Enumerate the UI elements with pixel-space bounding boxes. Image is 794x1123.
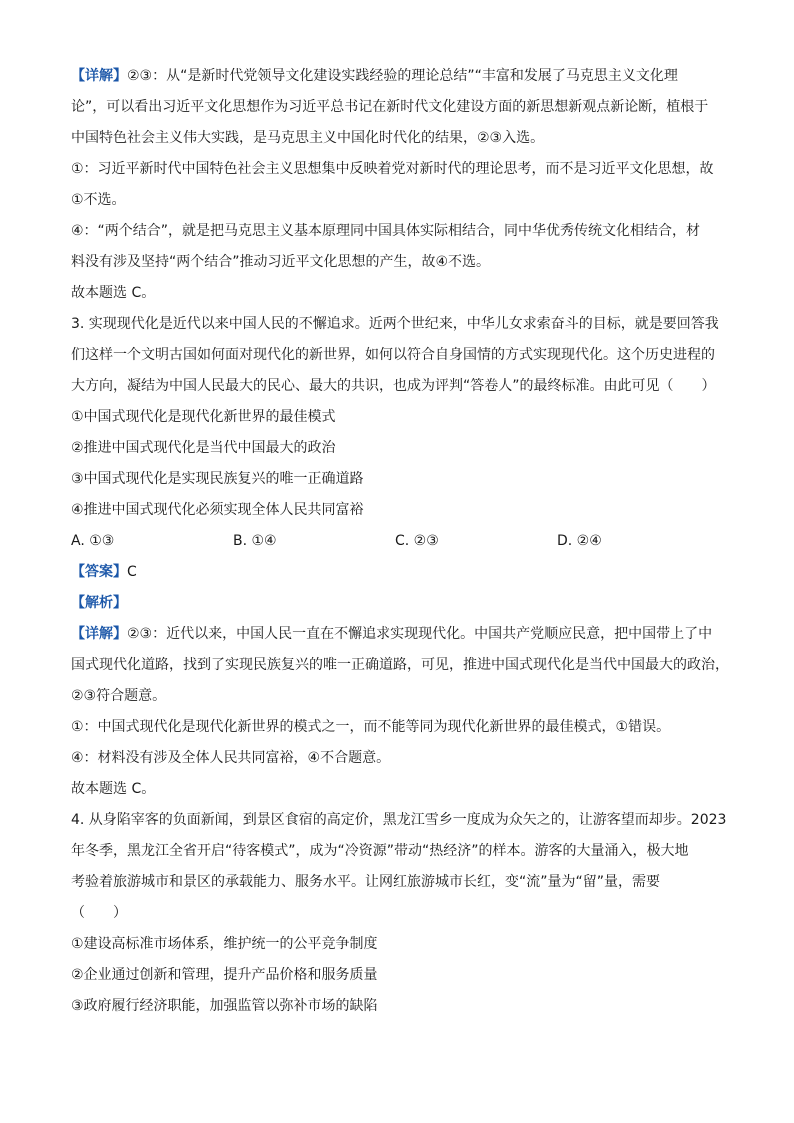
line-text: 国式现代化道路，找到了实现民族复兴的唯一正确道路，可见，推进中国式现代化是当代中国最大的政治，	[71, 657, 729, 673]
line-text: 故本题选 C。	[71, 781, 156, 797]
text-line	[71, 774, 731, 805]
text-line	[71, 464, 731, 495]
text-line	[71, 743, 731, 774]
section-tag: 【详解】	[71, 626, 127, 642]
text-line	[71, 247, 731, 278]
text-line	[71, 557, 731, 588]
text-line	[71, 960, 731, 991]
line-text: ④：“两个结合”，就是把马克思主义基本原理同中国具体实际相结合，同中华优秀传统文化相结合，材	[71, 223, 701, 239]
line-text: ②③符合题意。	[71, 688, 167, 704]
line-text: ①：习近平新时代中国特色社会主义思想集中反映着党对新时代的理论思考，而不是习近平文化思想，故	[71, 161, 714, 177]
text-line	[71, 588, 731, 619]
line-text: ③中国式现代化是实现民族复兴的唯一正确道路	[71, 471, 364, 487]
answer-option: B. ①④	[233, 533, 277, 549]
line-text: ②③：从“是新时代党领导文化建设实践经验的理论总结”“丰富和发展了马克思主义文化理	[127, 68, 678, 84]
line-text: 们这样一个文明古国如何面对现代化的新世界，如何以符合自身国情的方式实现现代化。这个历史进程的	[71, 347, 715, 363]
text-line	[71, 402, 731, 433]
text-line	[71, 371, 731, 402]
text-line	[71, 61, 731, 92]
line-text: ①中国式现代化是现代化新世界的最佳模式	[71, 409, 336, 425]
answer-options	[71, 526, 731, 557]
section-tag: 【答案】	[71, 564, 127, 580]
section-tag: 【详解】	[71, 68, 127, 84]
text-line	[71, 433, 731, 464]
line-text: ②③：近代以来，中国人民一直在不懈追求实现现代化。中国共产党顺应民意，把中国带上了中	[127, 626, 713, 642]
line-text: ④：材料没有涉及全体人民共同富裕，④不合题意。	[71, 750, 391, 766]
answer-option: A. ①③	[71, 533, 115, 549]
section-tag: 【解析】	[71, 595, 127, 611]
text-line	[71, 681, 731, 712]
text-line	[71, 929, 731, 960]
line-text: ②企业通过创新和管理，提升产品价格和服务质量	[71, 967, 378, 983]
text-line	[71, 185, 731, 216]
text-line	[71, 898, 731, 929]
line-text: 4. 从身陷宰客的负面新闻，到景区食宿的高定价，黑龙江雪乡一度成为众矢之的，让游客望而却步。2023	[71, 812, 727, 828]
text-line	[71, 340, 731, 371]
line-text: ③政府履行经济职能，加强监管以弥补市场的缺陷	[71, 998, 378, 1014]
line-text: 年冬季，黑龙江全省开启“待客模式”，成为“冷资源”带动“热经济”的样本。游客的大量涌入，极大地	[71, 843, 689, 859]
line-text: ④推进中国式现代化必须实现全体人民共同富裕	[71, 502, 364, 518]
text-line	[71, 123, 731, 154]
line-text: 故本题选 C。	[71, 285, 156, 301]
text-line	[71, 867, 731, 898]
line-text: 3. 实现现代化是近代以来中国人民的不懈追求。近两个世纪来，中华儿女求索奋斗的目标，就是要回答我	[71, 316, 719, 332]
text-line	[71, 278, 731, 309]
text-line	[71, 154, 731, 185]
text-line	[71, 619, 731, 650]
text-line	[71, 92, 731, 123]
line-text: ①：中国式现代化是现代化新世界的模式之一，而不能等同为现代化新世界的最佳模式，①错误。	[71, 719, 671, 735]
line-text: ②推进中国式现代化是当代中国最大的政治	[71, 440, 336, 456]
document-page	[71, 61, 731, 1022]
line-text: 论”，可以看出习近平文化思想作为习近平总书记在新时代文化建设方面的新思想新观点新论断，植根于	[71, 99, 709, 115]
text-line	[71, 495, 731, 526]
line-text: ①不选。	[71, 192, 126, 208]
text-line	[71, 216, 731, 247]
line-text: 大方向，凝结为中国人民最大的民心、最大的共识，也成为评判“答卷人”的最终标准。由此可见（ ）	[71, 378, 716, 394]
line-text: 中国特色社会主义伟大实践，是马克思主义中国化时代化的结果，②③入选。	[71, 130, 545, 146]
line-text: （ ）	[71, 905, 127, 921]
text-line	[71, 805, 731, 836]
text-line	[71, 650, 731, 681]
text-line	[71, 309, 731, 340]
answer-option: D. ②④	[557, 533, 602, 549]
line-text: 考验着旅游城市和景区的承载能力、服务水平。让网红旅游城市长红，变“流”量为“留”量，需要	[71, 874, 661, 890]
text-line	[71, 991, 731, 1022]
text-line	[71, 712, 731, 743]
text-line	[71, 836, 731, 867]
answer-option: C. ②③	[395, 533, 439, 549]
line-text: C	[127, 564, 137, 580]
line-text: ①建设高标准市场体系，维护统一的公平竞争制度	[71, 936, 378, 952]
line-text: 料没有涉及坚持“两个结合”推动习近平文化思想的产生，故④不选。	[71, 254, 491, 270]
